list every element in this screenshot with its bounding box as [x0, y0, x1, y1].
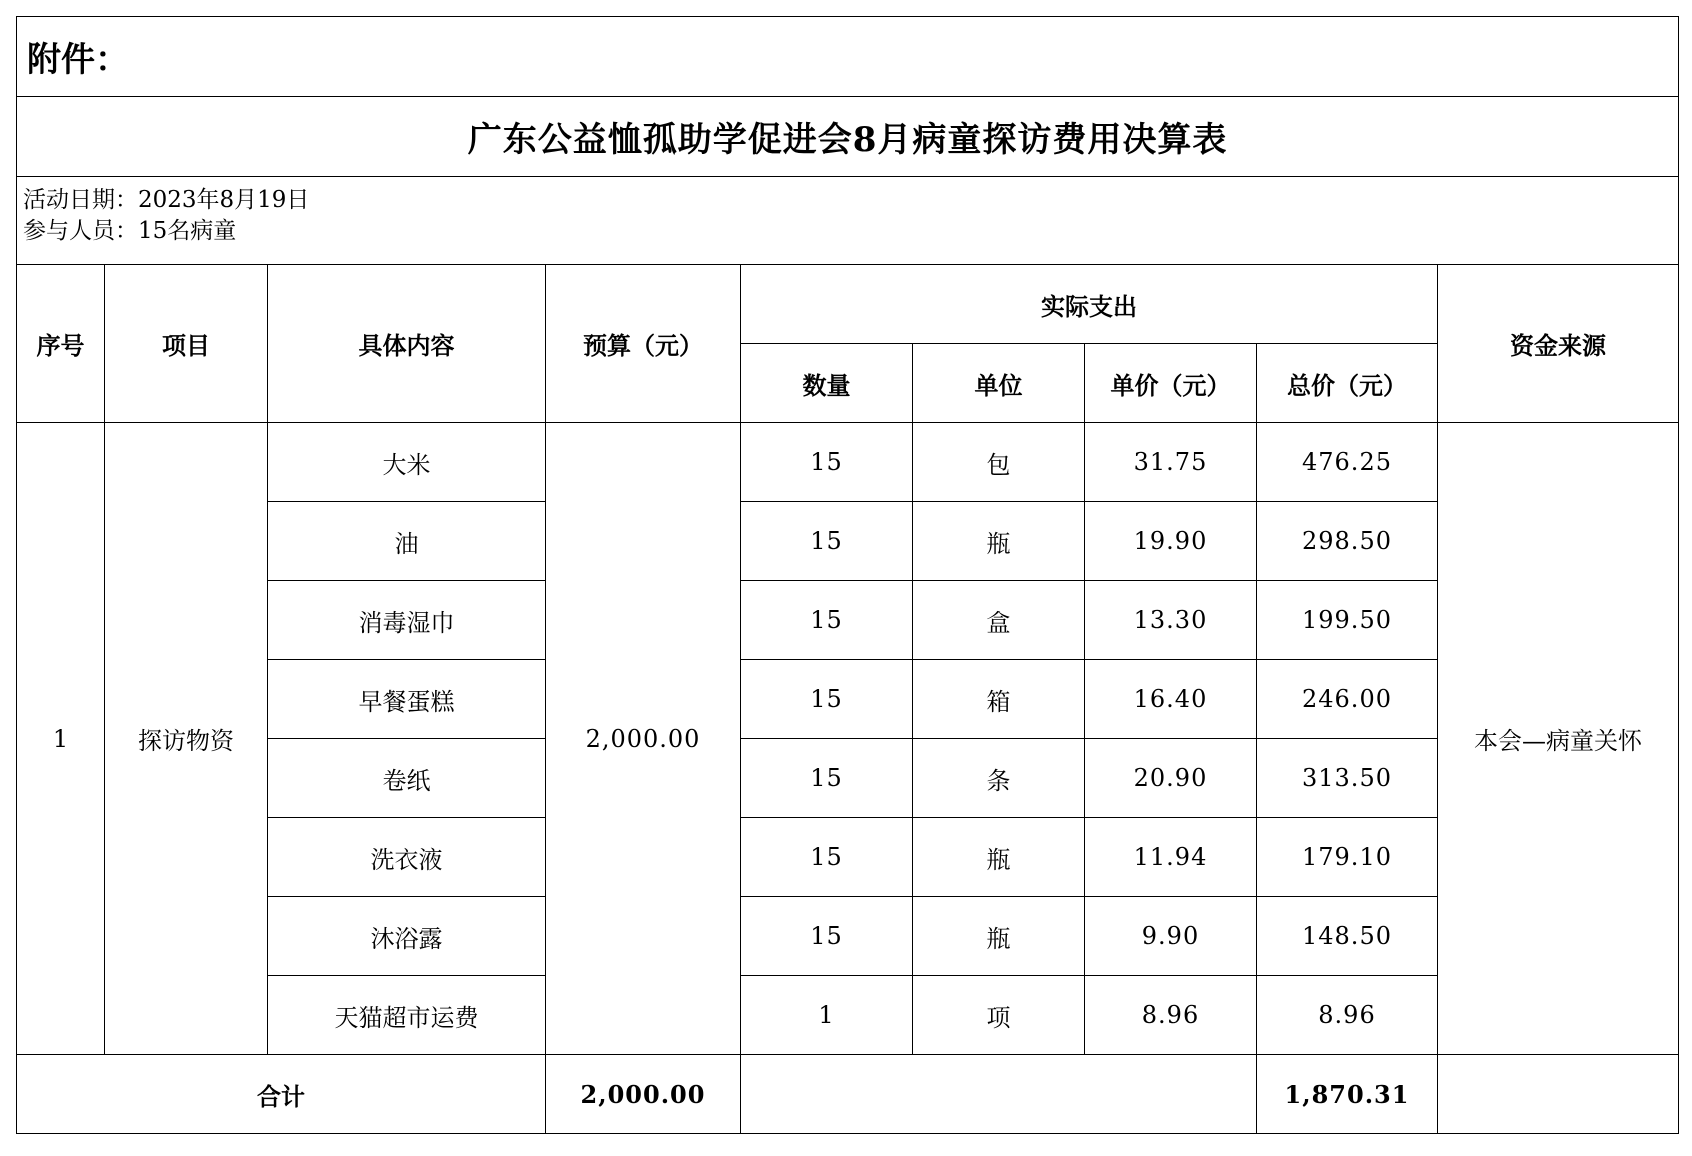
row-qty: 15 [741, 660, 913, 739]
header-budget: 预算（元） [546, 265, 741, 423]
participants: 参与人员：15名病童 [23, 218, 237, 244]
row-total: 313.50 [1257, 739, 1438, 818]
row-total: 199.50 [1257, 581, 1438, 660]
expense-settlement-table [16, 16, 1679, 1134]
header-actual: 实际支出 [741, 265, 1438, 344]
total-actual: 1,870.31 [1257, 1055, 1438, 1134]
header-unit: 单位 [913, 344, 1085, 423]
row-total: 179.10 [1257, 818, 1438, 897]
row-unit-price: 11.94 [1085, 818, 1257, 897]
row-total: 298.50 [1257, 502, 1438, 581]
row-unit-price: 16.40 [1085, 660, 1257, 739]
row-qty: 15 [741, 818, 913, 897]
header-item: 项目 [105, 265, 268, 423]
group-budget: 2,000.00 [546, 423, 741, 1055]
row-total: 246.00 [1257, 660, 1438, 739]
row-content: 大米 [268, 423, 546, 502]
attachment-label: 附件： [17, 17, 1679, 97]
row-qty: 15 [741, 897, 913, 976]
activity-date: 活动日期：2023年8月19日 [23, 187, 310, 213]
group-seq: 1 [17, 423, 105, 1055]
row-unit: 包 [913, 423, 1085, 502]
row-unit: 瓶 [913, 897, 1085, 976]
row-qty: 1 [741, 976, 913, 1055]
row-unit: 盒 [913, 581, 1085, 660]
header-unit-price: 单价（元） [1085, 344, 1257, 423]
row-unit: 条 [913, 739, 1085, 818]
row-unit: 项 [913, 976, 1085, 1055]
row-content: 消毒湿巾 [268, 581, 546, 660]
group-fund-source: 本会—病童关怀 [1438, 423, 1679, 1055]
row-qty: 15 [741, 502, 913, 581]
row-unit: 瓶 [913, 818, 1085, 897]
row-content: 天猫超市运费 [268, 976, 546, 1055]
row-qty: 15 [741, 581, 913, 660]
header-fund-source: 资金来源 [1438, 265, 1679, 423]
total-row [17, 1055, 1679, 1134]
row-content: 沐浴露 [268, 897, 546, 976]
row-unit-price: 13.30 [1085, 581, 1257, 660]
row-total: 148.50 [1257, 897, 1438, 976]
row-unit-price: 8.96 [1085, 976, 1257, 1055]
total-budget: 2,000.00 [546, 1055, 741, 1134]
row-content: 洗衣液 [268, 818, 546, 897]
group-item: 探访物资 [105, 423, 268, 1055]
total-label: 合计 [17, 1055, 546, 1134]
total-empty-cell [741, 1055, 1257, 1134]
row-qty: 15 [741, 739, 913, 818]
header-seq: 序号 [17, 265, 105, 423]
header-content: 具体内容 [268, 265, 546, 423]
row-content: 卷纸 [268, 739, 546, 818]
row-total: 476.25 [1257, 423, 1438, 502]
total-fund-empty [1438, 1055, 1679, 1134]
row-total: 8.96 [1257, 976, 1438, 1055]
row-unit: 瓶 [913, 502, 1085, 581]
header-total-price: 总价（元） [1257, 344, 1438, 423]
row-unit-price: 9.90 [1085, 897, 1257, 976]
page-title: 广东公益恤孤助学促进会8月病童探访费用决算表 [17, 97, 1679, 177]
row-unit-price: 20.90 [1085, 739, 1257, 818]
row-unit: 箱 [913, 660, 1085, 739]
row-qty: 15 [741, 423, 913, 502]
table-row [17, 423, 1679, 502]
header-qty: 数量 [741, 344, 913, 423]
row-content: 早餐蛋糕 [268, 660, 546, 739]
activity-info [17, 177, 1679, 265]
row-unit-price: 19.90 [1085, 502, 1257, 581]
row-unit-price: 31.75 [1085, 423, 1257, 502]
row-content: 油 [268, 502, 546, 581]
